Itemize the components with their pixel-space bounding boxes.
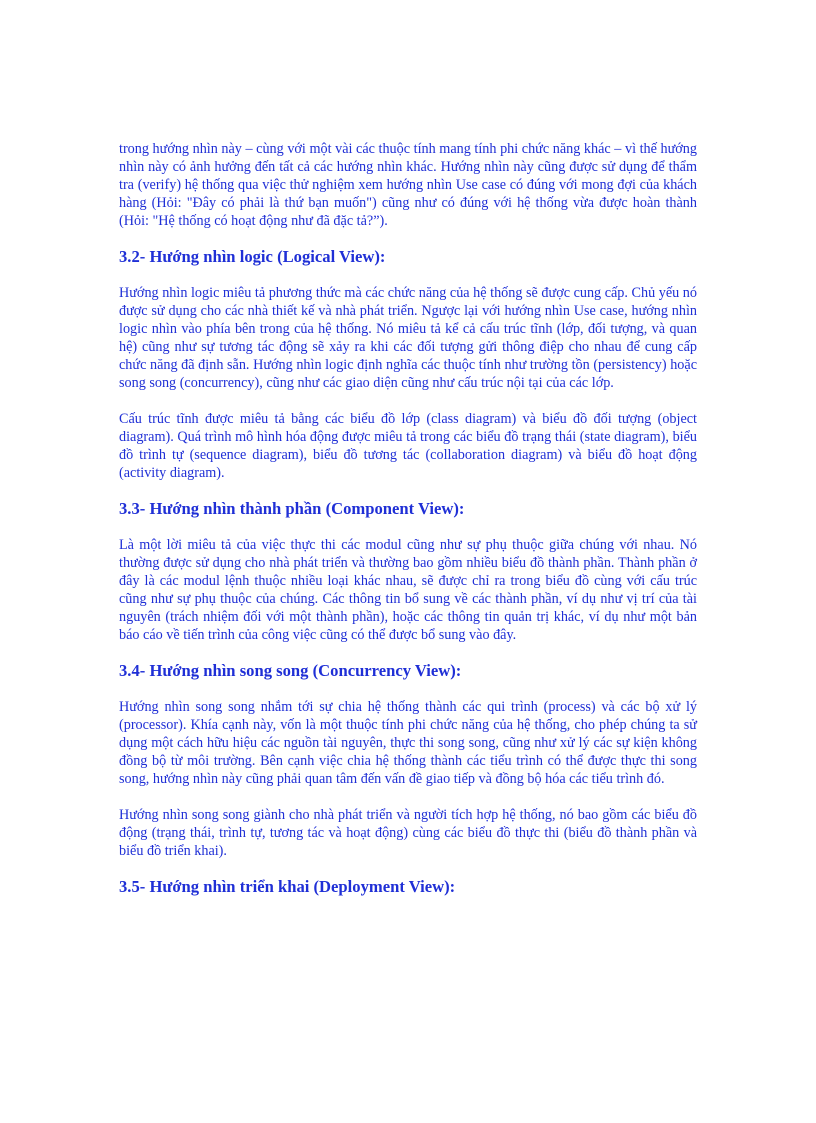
- logical-view-paragraph-1: Hướng nhìn logic miêu tả phương thức mà các chức năng của hệ thống sẽ được cung cấp. Chủ yếu nó được sử dụng cho các nhà thiết kế và nhà phát triển. Ngược lại với hướng nhìn Use case, hướng nhìn logic nhìn vào phía bên trong của hệ thống. Nó miêu tả kể cả cấu trúc tĩnh (lớp, đối tượng, và quan hệ) cũng như sự tương tác động sẽ xảy ra khi các đối tượng gửi thông điệp cho nhau để cung cấp chức năng đã định sẵn. Hướng nhìn logic định nghĩa các thuộc tính như trường tồn (persistency) hoặc song song (concurrency), cũng như các giao diện cũng như cấu trúc nội tại của các lớp.: [119, 285, 697, 391]
- concurrency-view-paragraph-1: Hướng nhìn song song nhắm tới sự chia hệ thống thành các qui trình (process) và các bộ xử lý (processor). Khía cạnh này, vốn là một thuộc tính phi chức năng của hệ thống, cho phép chúng ta sử dụng một cách hữu hiệu các nguồn tài nguyên, thực thi song song, cũng như xử lý các sự kiện không đồng bộ từ môi trường. Bên cạnh việc chia hệ thống thành các tiểu trình có thể được thực thi song song, hướng nhìn này cũng phải quan tâm đến vấn đề giao tiếp và đồng bộ hóa các tiểu trình đó.: [119, 699, 697, 787]
- section-heading-concurrency-view: 3.4- Hướng nhìn song song (Concurrency View):: [119, 661, 462, 680]
- intro-paragraph: trong hướng nhìn này – cùng với một vài các thuộc tính mang tính phi chức năng khác – vì thế hướng nhìn này có ảnh hưởng đến tất cả các hướng nhìn khác. Hướng nhìn này cũng được sử dụng để thẩm tra (verify) hệ thống qua việc thử nghiệm xem hướng nhìn Use case có đúng với mong đợi của khách hàng (Hỏi: "Đây có phải là thứ bạn muốn") cũng như có đúng với hệ thống vừa được hoàn thành (Hỏi: "Hệ thống có hoạt động như đã đặc tả?”).: [119, 141, 697, 229]
- component-view-paragraph-1: Là một lời miêu tả của việc thực thi các modul cũng như sự phụ thuộc giữa chúng với nhau. Nó thường được sử dụng cho nhà phát triển và thường bao gồm nhiều biểu đồ thành phần. Thành phần ở đây là các modul lệnh thuộc nhiều loại khác nhau, sẽ được chỉ ra trong biểu đồ cùng với cấu trúc cũng như sự phụ thuộc của chúng. Các thông tin bổ sung về các thành phần, ví dụ như vị trí của tài nguyên (trách nhiệm đối với một thành phần), hoặc các thông tin quản trị khác, ví dụ như một bản báo cáo về tiến trình của công việc cũng có thể được bổ sung vào đây.: [119, 537, 697, 643]
- section-heading-logical-view: 3.2- Hướng nhìn logic (Logical View):: [119, 247, 386, 266]
- document-page: [119, 140, 697, 914]
- logical-view-paragraph-2: Cấu trúc tĩnh được miêu tả bằng các biểu đồ lớp (class diagram) và biểu đồ đối tượng (object diagram). Quá trình mô hình hóa động được miêu tả trong các biểu đồ trạng thái (state diagram), biểu đồ trình tự (sequence diagram), biểu đồ tương tác (collaboration diagram) và biểu đồ hoạt động (activity diagram).: [119, 411, 697, 481]
- section-heading-component-view: 3.3- Hướng nhìn thành phần (Component View):: [119, 499, 465, 518]
- section-heading-deployment-view: 3.5- Hướng nhìn triển khai (Deployment View):: [119, 877, 456, 896]
- concurrency-view-paragraph-2: Hướng nhìn song song giành cho nhà phát triển và người tích hợp hệ thống, nó bao gồm các biểu đồ động (trạng thái, trình tự, tương tác và hoạt động) cùng các biểu đồ thực thi (biểu đồ thành phần và biểu đồ triển khai).: [119, 807, 697, 859]
